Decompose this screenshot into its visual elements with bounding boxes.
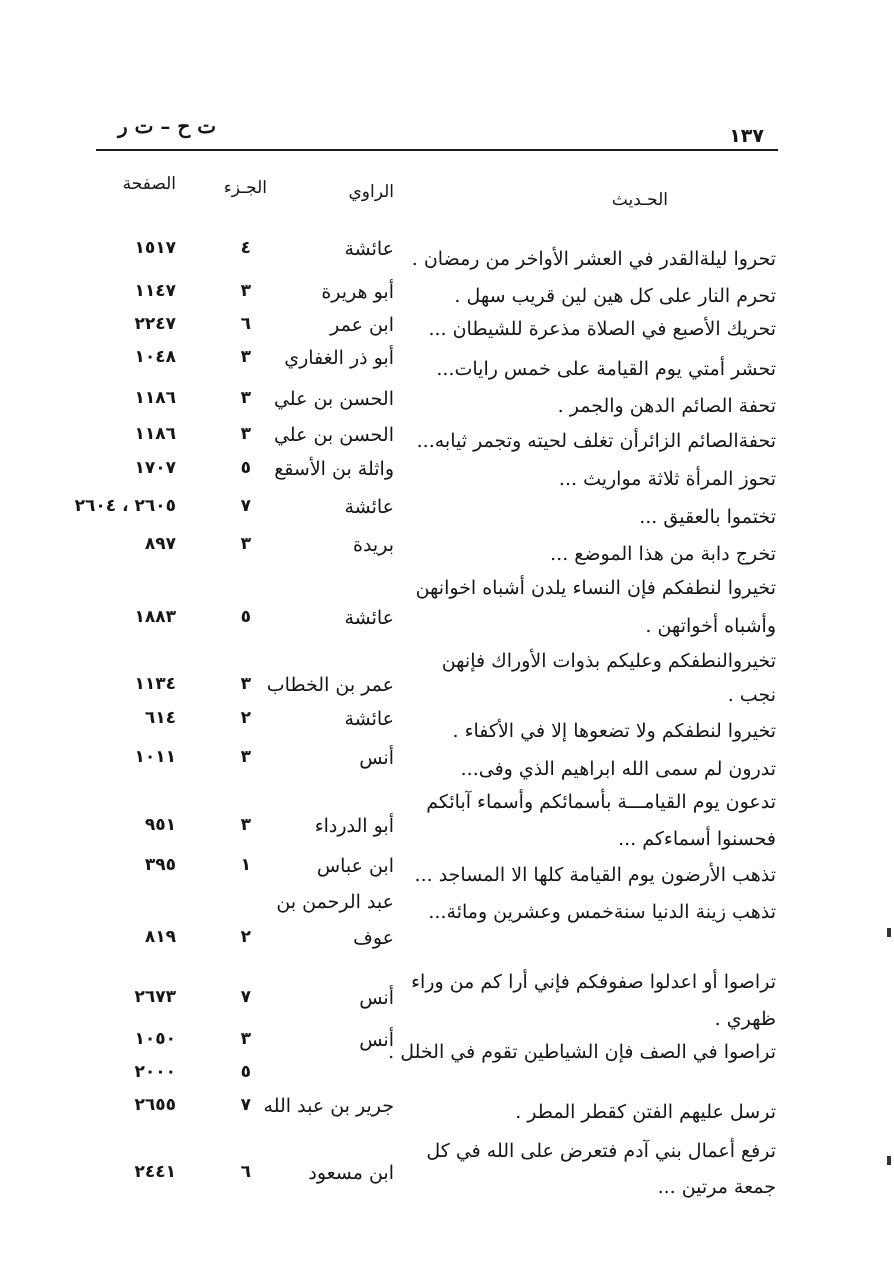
page-cell: ٢٦٧٣ <box>134 987 176 1007</box>
page-cell: ١٠٤٨ <box>134 347 176 367</box>
page-cell: ٢٤٤١ <box>134 1162 176 1182</box>
page-cell: ١١٣٤ <box>134 674 176 694</box>
page-cell: ١٠٥٠ <box>134 1029 176 1049</box>
page-cell: ١٨٨٣ <box>134 607 176 627</box>
hadith-line: جمعة مرتين ... <box>657 1176 776 1198</box>
hadith-line: تخيروا لنطفكم ولا تضعوها إلا في الأكفاء . <box>452 720 776 742</box>
narrator-cell: ابن عمر <box>330 314 394 336</box>
part-cell: ٣ <box>240 674 251 694</box>
part-cell: ٢ <box>240 708 251 728</box>
page-cell: ١١٨٦ <box>134 388 176 408</box>
hadith-line: تخرج دابة من هذا الموضع ... <box>550 543 776 565</box>
page-cell: ٨٩٧ <box>144 534 176 554</box>
hadith-line: تراصوا أو اعدلوا صفوفكم فإني أرا كم من وراء <box>411 971 776 993</box>
column-header-narrator: الراوي <box>348 182 394 202</box>
narrator-cell: الحسن بن علي <box>273 388 394 410</box>
page-cell: ٣٩٥ <box>144 855 176 875</box>
column-header-part: الجـزء <box>223 178 267 198</box>
part-cell: ٣ <box>240 281 251 301</box>
part-cell: ٣ <box>240 815 251 835</box>
hadith-line: تحريك الأصبع في الصلاة مذعرة للشيطان ... <box>428 318 776 340</box>
hadith-line: تدعون يوم القيامـــة بأسمائكم وأسماء آبائكم <box>426 791 776 813</box>
part-cell: ٥ <box>240 1062 251 1082</box>
hadith-line: تذهب زينة الدنيا سنةخمس وعشرين ومائة... <box>428 901 776 923</box>
hadith-line: نجب . <box>727 684 776 706</box>
page-cell: ٦١٤ <box>144 708 176 728</box>
narrator-cell: عبد الرحمن بن <box>276 891 394 913</box>
hadith-line: تحفة الصائم الدهن والجمر . <box>557 395 776 417</box>
running-head: ت ح – ت ر <box>118 114 217 138</box>
part-cell: ١ <box>240 855 251 875</box>
page-cell: ٢٦٥٥ <box>134 1095 176 1115</box>
narrator-cell: أنس <box>359 1029 394 1051</box>
part-cell: ٣ <box>240 747 251 767</box>
narrator-cell: عائشة <box>344 708 394 730</box>
narrator-cell: أنس <box>359 987 394 1009</box>
part-cell: ٧ <box>240 1095 251 1115</box>
part-cell: ٣ <box>240 1029 251 1049</box>
hadith-line: تذهب الأرضون يوم القيامة كلها الا المساجد ... <box>414 864 776 886</box>
column-header-hadith: الحـديث <box>611 190 668 210</box>
part-cell: ٣ <box>240 534 251 554</box>
hadith-line: تخيروا لنطفكم فإن النساء يلدن أشباه اخوانهن <box>415 577 776 599</box>
hadith-line: ظهري . <box>714 1008 776 1030</box>
page-cell: ٢٠٠٠ <box>134 1062 176 1082</box>
narrator-cell: أنس <box>359 747 394 769</box>
narrator-cell: أبو الدرداء <box>314 815 394 837</box>
part-cell: ٥ <box>240 458 251 478</box>
page-number: ١٣٧ <box>729 125 764 147</box>
hadith-line: تحفةالصائم الزائرأن تغلف لحيته وتجمر ثيابه... <box>416 430 776 452</box>
page-cell: ١١٤٧ <box>134 281 176 301</box>
narrator-cell: عمر بن الخطاب <box>266 674 394 696</box>
part-cell: ٧ <box>240 496 251 516</box>
page-cell: ١٥١٧ <box>134 238 176 258</box>
part-cell: ٣ <box>240 347 251 367</box>
scan-mark <box>887 928 891 937</box>
narrator-cell: عائشة <box>344 496 394 518</box>
hadith-line: ترسل عليهم الفتن كقطر المطر . <box>515 1101 776 1123</box>
header-rule <box>96 149 778 151</box>
part-cell: ٤ <box>240 238 251 258</box>
narrator-cell: أبو هريرة <box>321 281 394 303</box>
narrator-cell: الحسن بن علي <box>273 424 394 446</box>
hadith-line: فحسنوا أسماءكم ... <box>618 828 776 850</box>
part-cell: ٧ <box>240 987 251 1007</box>
hadith-line: تحروا ليلةالقدر في العشر الأواخر من رمضان . <box>411 248 776 270</box>
part-cell: ٣ <box>240 388 251 408</box>
page-cell: ١٧٠٧ <box>134 458 176 478</box>
part-cell: ٥ <box>240 607 251 627</box>
narrator-cell: جرير بن عبد الله <box>263 1095 394 1117</box>
narrator-cell: ابن مسعود <box>308 1162 394 1184</box>
hadith-line: تحشر أمتي يوم القيامة على خمس رايات... <box>436 358 776 380</box>
page-cell: ٨١٩ <box>144 927 176 947</box>
hadith-line: وأشباه أخواتهن . <box>645 615 776 637</box>
page-cell: ١٠١١ <box>134 747 176 767</box>
narrator-cell: واثلة بن الأسقع <box>274 458 394 480</box>
hadith-line: تخيروالنطفكم وعليكم بذوات الأوراك فإنهن <box>441 650 776 672</box>
hadith-line: تراصوا في الصف فإن الشياطين تقوم في الخلل . <box>388 1041 776 1063</box>
hadith-line: تختموا بالعقيق ... <box>639 506 776 528</box>
part-cell: ٣ <box>240 424 251 444</box>
page-cell: ٢٢٤٧ <box>134 314 176 334</box>
hadith-line: ترفع أعمال بني آدم فتعرض على الله في كل <box>426 1140 776 1162</box>
narrator-cell: أبو ذر الغفاري <box>284 347 394 369</box>
scan-mark <box>887 1156 891 1165</box>
hadith-line: تحرم النار على كل هين لين قريب سهل . <box>454 285 776 307</box>
narrator-cell: بريدة <box>353 534 394 556</box>
page-cell: ٢٦٠٥ ، ٢٦٠٤ <box>74 496 176 516</box>
page-cell: ١١٨٦ <box>134 424 176 444</box>
narrator-cell: عوف <box>353 927 394 949</box>
part-cell: ٦ <box>240 314 251 334</box>
narrator-cell: ابن عباس <box>316 855 394 877</box>
narrator-cell: عائشة <box>344 607 394 629</box>
column-header-page: الصفحة <box>122 174 176 194</box>
page-cell: ٩٥١ <box>144 815 176 835</box>
part-cell: ٢ <box>240 927 251 947</box>
narrator-cell: عائشة <box>344 238 394 260</box>
hadith-line: تحوز المرأة ثلاثة مواريث ... <box>558 468 776 490</box>
hadith-line: تدرون لم سمى الله ابراهيم الذي وفى... <box>460 758 776 780</box>
part-cell: ٦ <box>240 1162 251 1182</box>
